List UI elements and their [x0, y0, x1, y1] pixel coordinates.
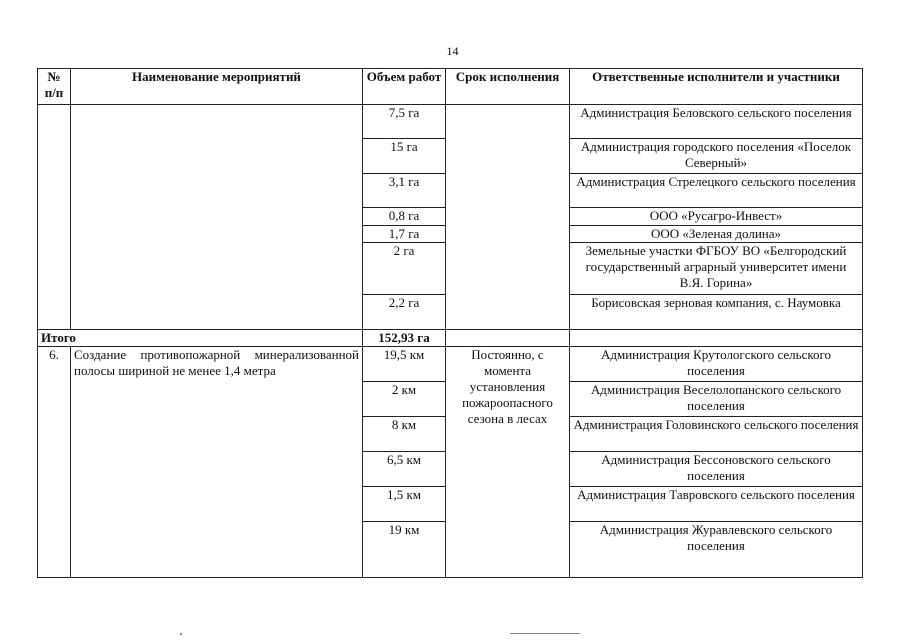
total-deadline-cell — [446, 330, 570, 347]
item-number: 6. — [38, 347, 71, 578]
volume-cell: 1,5 км — [363, 487, 446, 522]
total-row — [38, 330, 863, 347]
scan-mark — [180, 633, 182, 635]
responsible-cell: Администрация городского поселения «Поселок Северный» — [570, 139, 863, 174]
responsible-cell: Администрация Бессоновского сельского поселения — [570, 452, 863, 487]
table-header-row — [38, 69, 863, 105]
table-row — [38, 105, 863, 139]
item-deadline: Постоянно, с момента установления пожароопасного сезона в лесах — [446, 347, 570, 578]
responsible-cell: Администрация Тавровского сельского поселения — [570, 487, 863, 522]
volume-cell: 19 км — [363, 522, 446, 578]
volume-cell: 6,5 км — [363, 452, 446, 487]
volume-cell: 0,8 га — [363, 208, 446, 226]
header-responsible: Ответственные исполнители и участники — [570, 69, 863, 105]
responsible-cell: Администрация Журавлевского сельского поселения — [570, 522, 863, 578]
responsible-cell: Администрация Беловского сельского поселения — [570, 105, 863, 139]
header-volume: Объем работ — [363, 69, 446, 105]
total-volume: 152,93 га — [363, 330, 446, 347]
cont-deadline-cell — [446, 105, 570, 330]
cont-num-cell — [38, 105, 71, 330]
volume-cell: 19,5 км — [363, 347, 446, 382]
page-number: 14 — [446, 44, 459, 58]
volume-cell: 2,2 га — [363, 295, 446, 330]
responsible-cell: Земельные участки ФГБОУ ВО «Белгородский государственный аграрный университет имени В.Я. Горина» — [570, 243, 863, 295]
responsible-cell: Администрация Стрелецкого сельского поселения — [570, 174, 863, 208]
responsible-cell: Администрация Веселолопанского сельского поселения — [570, 382, 863, 417]
cont-name-cell — [71, 105, 363, 330]
volume-cell: 15 га — [363, 139, 446, 174]
responsible-cell: Администрация Крутологского сельского поселения — [570, 347, 863, 382]
responsible-cell: ООО «Зеленая долина» — [570, 226, 863, 243]
volume-cell: 2 км — [363, 382, 446, 417]
responsible-cell: Администрация Головинского сельского поселения — [570, 417, 863, 452]
volume-cell: 8 км — [363, 417, 446, 452]
volume-cell: 1,7 га — [363, 226, 446, 243]
table-row — [38, 347, 863, 382]
scan-mark — [510, 633, 580, 634]
responsible-cell: Борисовская зерновая компания, с. Наумовка — [570, 295, 863, 330]
responsible-cell: ООО «Русагро-Инвест» — [570, 208, 863, 226]
volume-cell: 3,1 га — [363, 174, 446, 208]
header-deadline: Срок исполнения — [446, 69, 570, 105]
total-responsible-cell — [570, 330, 863, 347]
volume-cell: 7,5 га — [363, 105, 446, 139]
item-name: Создание противопожарной минерализованной полосы шириной не менее 1,4 метра — [71, 347, 363, 578]
header-name: Наименование мероприятий — [71, 69, 363, 105]
total-label: Итого — [38, 330, 363, 347]
volume-cell: 2 га — [363, 243, 446, 295]
activities-table — [37, 68, 863, 578]
header-num: № п/п — [38, 69, 71, 105]
